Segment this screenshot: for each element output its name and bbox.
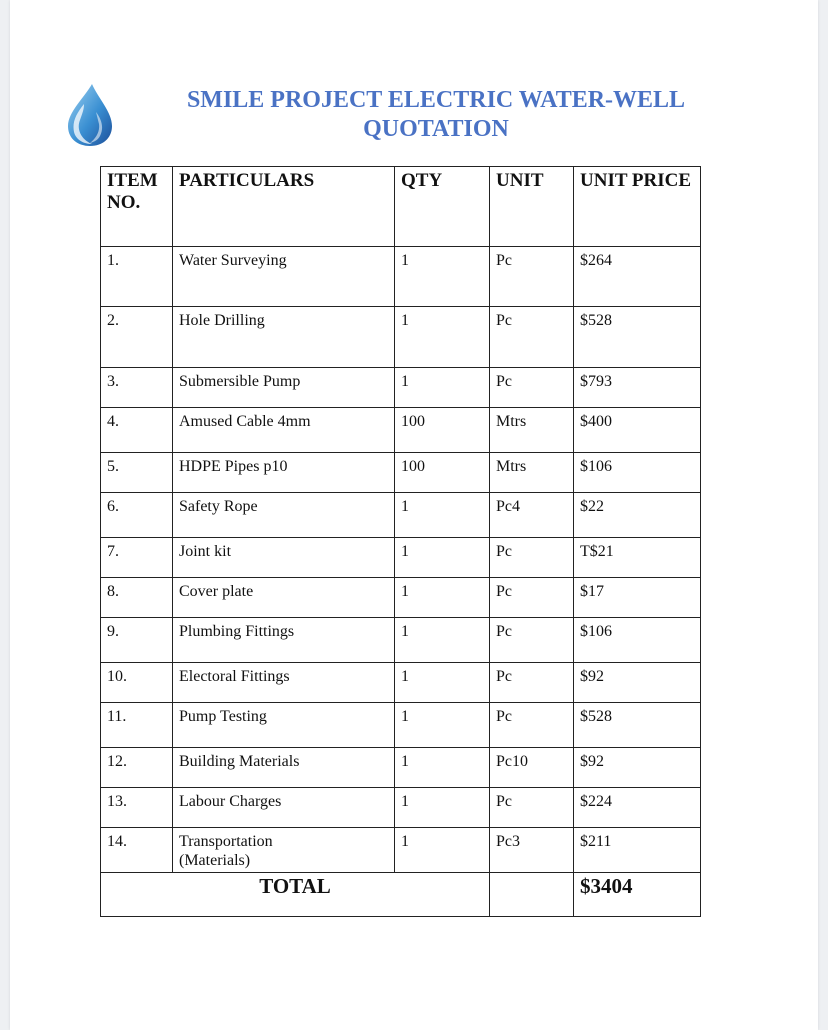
unit-cell: Pc: [490, 538, 574, 578]
unit-price-cell: $92: [574, 663, 701, 703]
unit-cell: Pc: [490, 703, 574, 748]
table-header-row: [101, 167, 701, 247]
total-row: [101, 873, 701, 917]
qty-cell: 1: [395, 828, 490, 873]
item-no-cell: 9.: [101, 618, 173, 663]
table-row: [101, 247, 701, 307]
header-qty: QTY: [395, 167, 490, 247]
qty-cell: 1: [395, 748, 490, 788]
table-row: [101, 663, 701, 703]
total-label: TOTAL: [101, 873, 490, 917]
total-empty-cell: [490, 873, 574, 917]
item-no-cell: 13.: [101, 788, 173, 828]
particulars-cell: Electoral Fittings: [173, 663, 395, 703]
table-row: [101, 748, 701, 788]
qty-cell: 1: [395, 493, 490, 538]
qty-cell: 1: [395, 663, 490, 703]
table-row: [101, 538, 701, 578]
item-no-cell: 7.: [101, 538, 173, 578]
unit-cell: Pc: [490, 307, 574, 368]
qty-cell: 1: [395, 618, 490, 663]
water-drop-icon: [62, 82, 116, 148]
qty-cell: 100: [395, 453, 490, 493]
unit-price-cell: $17: [574, 578, 701, 618]
table-row: [101, 493, 701, 538]
item-no-cell: 11.: [101, 703, 173, 748]
unit-cell: Pc: [490, 618, 574, 663]
particulars-cell: Water Surveying: [173, 247, 395, 307]
item-no-cell: 3.: [101, 368, 173, 408]
particulars-cell: Plumbing Fittings: [173, 618, 395, 663]
unit-cell: Pc4: [490, 493, 574, 538]
particulars-cell: Cover plate: [173, 578, 395, 618]
unit-cell: Pc: [490, 247, 574, 307]
particulars-cell: Pump Testing: [173, 703, 395, 748]
unit-price-cell: $224: [574, 788, 701, 828]
qty-cell: 1: [395, 247, 490, 307]
particulars-cell: Building Materials: [173, 748, 395, 788]
qty-cell: 1: [395, 578, 490, 618]
unit-cell: Pc10: [490, 748, 574, 788]
table-row: [101, 453, 701, 493]
title-line-1: SMILE PROJECT ELECTRIC WATER-WELL: [186, 87, 686, 113]
document-page: [10, 0, 818, 1030]
qty-cell: 1: [395, 703, 490, 748]
particulars-cell: Joint kit: [173, 538, 395, 578]
item-no-cell: 1.: [101, 247, 173, 307]
header-unit: UNIT: [490, 167, 574, 247]
table-row: [101, 828, 701, 873]
unit-cell: Pc: [490, 578, 574, 618]
header-unit-price: UNIT PRICE: [574, 167, 701, 247]
particulars-cell: Amused Cable 4mm: [173, 408, 395, 453]
particulars-cell: HDPE Pipes p10: [173, 453, 395, 493]
table-row: [101, 703, 701, 748]
title-line-2: QUOTATION: [363, 116, 509, 142]
unit-cell: Mtrs: [490, 453, 574, 493]
table-body: [101, 247, 701, 873]
header-item-no: ITEM NO.: [101, 167, 173, 247]
unit-cell: Pc: [490, 663, 574, 703]
item-no-cell: 10.: [101, 663, 173, 703]
unit-cell: Pc: [490, 368, 574, 408]
particulars-cell: Labour Charges: [173, 788, 395, 828]
item-no-cell: 6.: [101, 493, 173, 538]
particulars-cell: Safety Rope: [173, 493, 395, 538]
particulars-cell: Transportation (Materials): [173, 828, 395, 873]
unit-price-cell: $106: [574, 618, 701, 663]
unit-cell: Mtrs: [490, 408, 574, 453]
unit-cell: Pc3: [490, 828, 574, 873]
unit-price-cell: $528: [574, 307, 701, 368]
unit-cell: Pc: [490, 788, 574, 828]
table-row: [101, 307, 701, 368]
unit-price-cell: $106: [574, 453, 701, 493]
particulars-cell: Submersible Pump: [173, 368, 395, 408]
qty-cell: 1: [395, 538, 490, 578]
particulars-cell: Hole Drilling: [173, 307, 395, 368]
item-no-cell: 2.: [101, 307, 173, 368]
item-no-cell: 14.: [101, 828, 173, 873]
unit-price-cell: $400: [574, 408, 701, 453]
document-title: [150, 86, 722, 144]
qty-cell: 100: [395, 408, 490, 453]
item-no-cell: 12.: [101, 748, 173, 788]
unit-price-cell: $92: [574, 748, 701, 788]
item-no-cell: 4.: [101, 408, 173, 453]
unit-price-cell: $211: [574, 828, 701, 873]
table-row: [101, 788, 701, 828]
unit-price-cell: T$21: [574, 538, 701, 578]
total-value: $3404: [574, 873, 701, 917]
unit-price-cell: $528: [574, 703, 701, 748]
qty-cell: 1: [395, 788, 490, 828]
header-particulars: PARTICULARS: [173, 167, 395, 247]
quotation-table: [100, 166, 701, 917]
unit-price-cell: $793: [574, 368, 701, 408]
qty-cell: 1: [395, 368, 490, 408]
unit-price-cell: $264: [574, 247, 701, 307]
table-row: [101, 408, 701, 453]
table-row: [101, 578, 701, 618]
item-no-cell: 5.: [101, 453, 173, 493]
qty-cell: 1: [395, 307, 490, 368]
table-row: [101, 618, 701, 663]
item-no-cell: 8.: [101, 578, 173, 618]
table-row: [101, 368, 701, 408]
unit-price-cell: $22: [574, 493, 701, 538]
